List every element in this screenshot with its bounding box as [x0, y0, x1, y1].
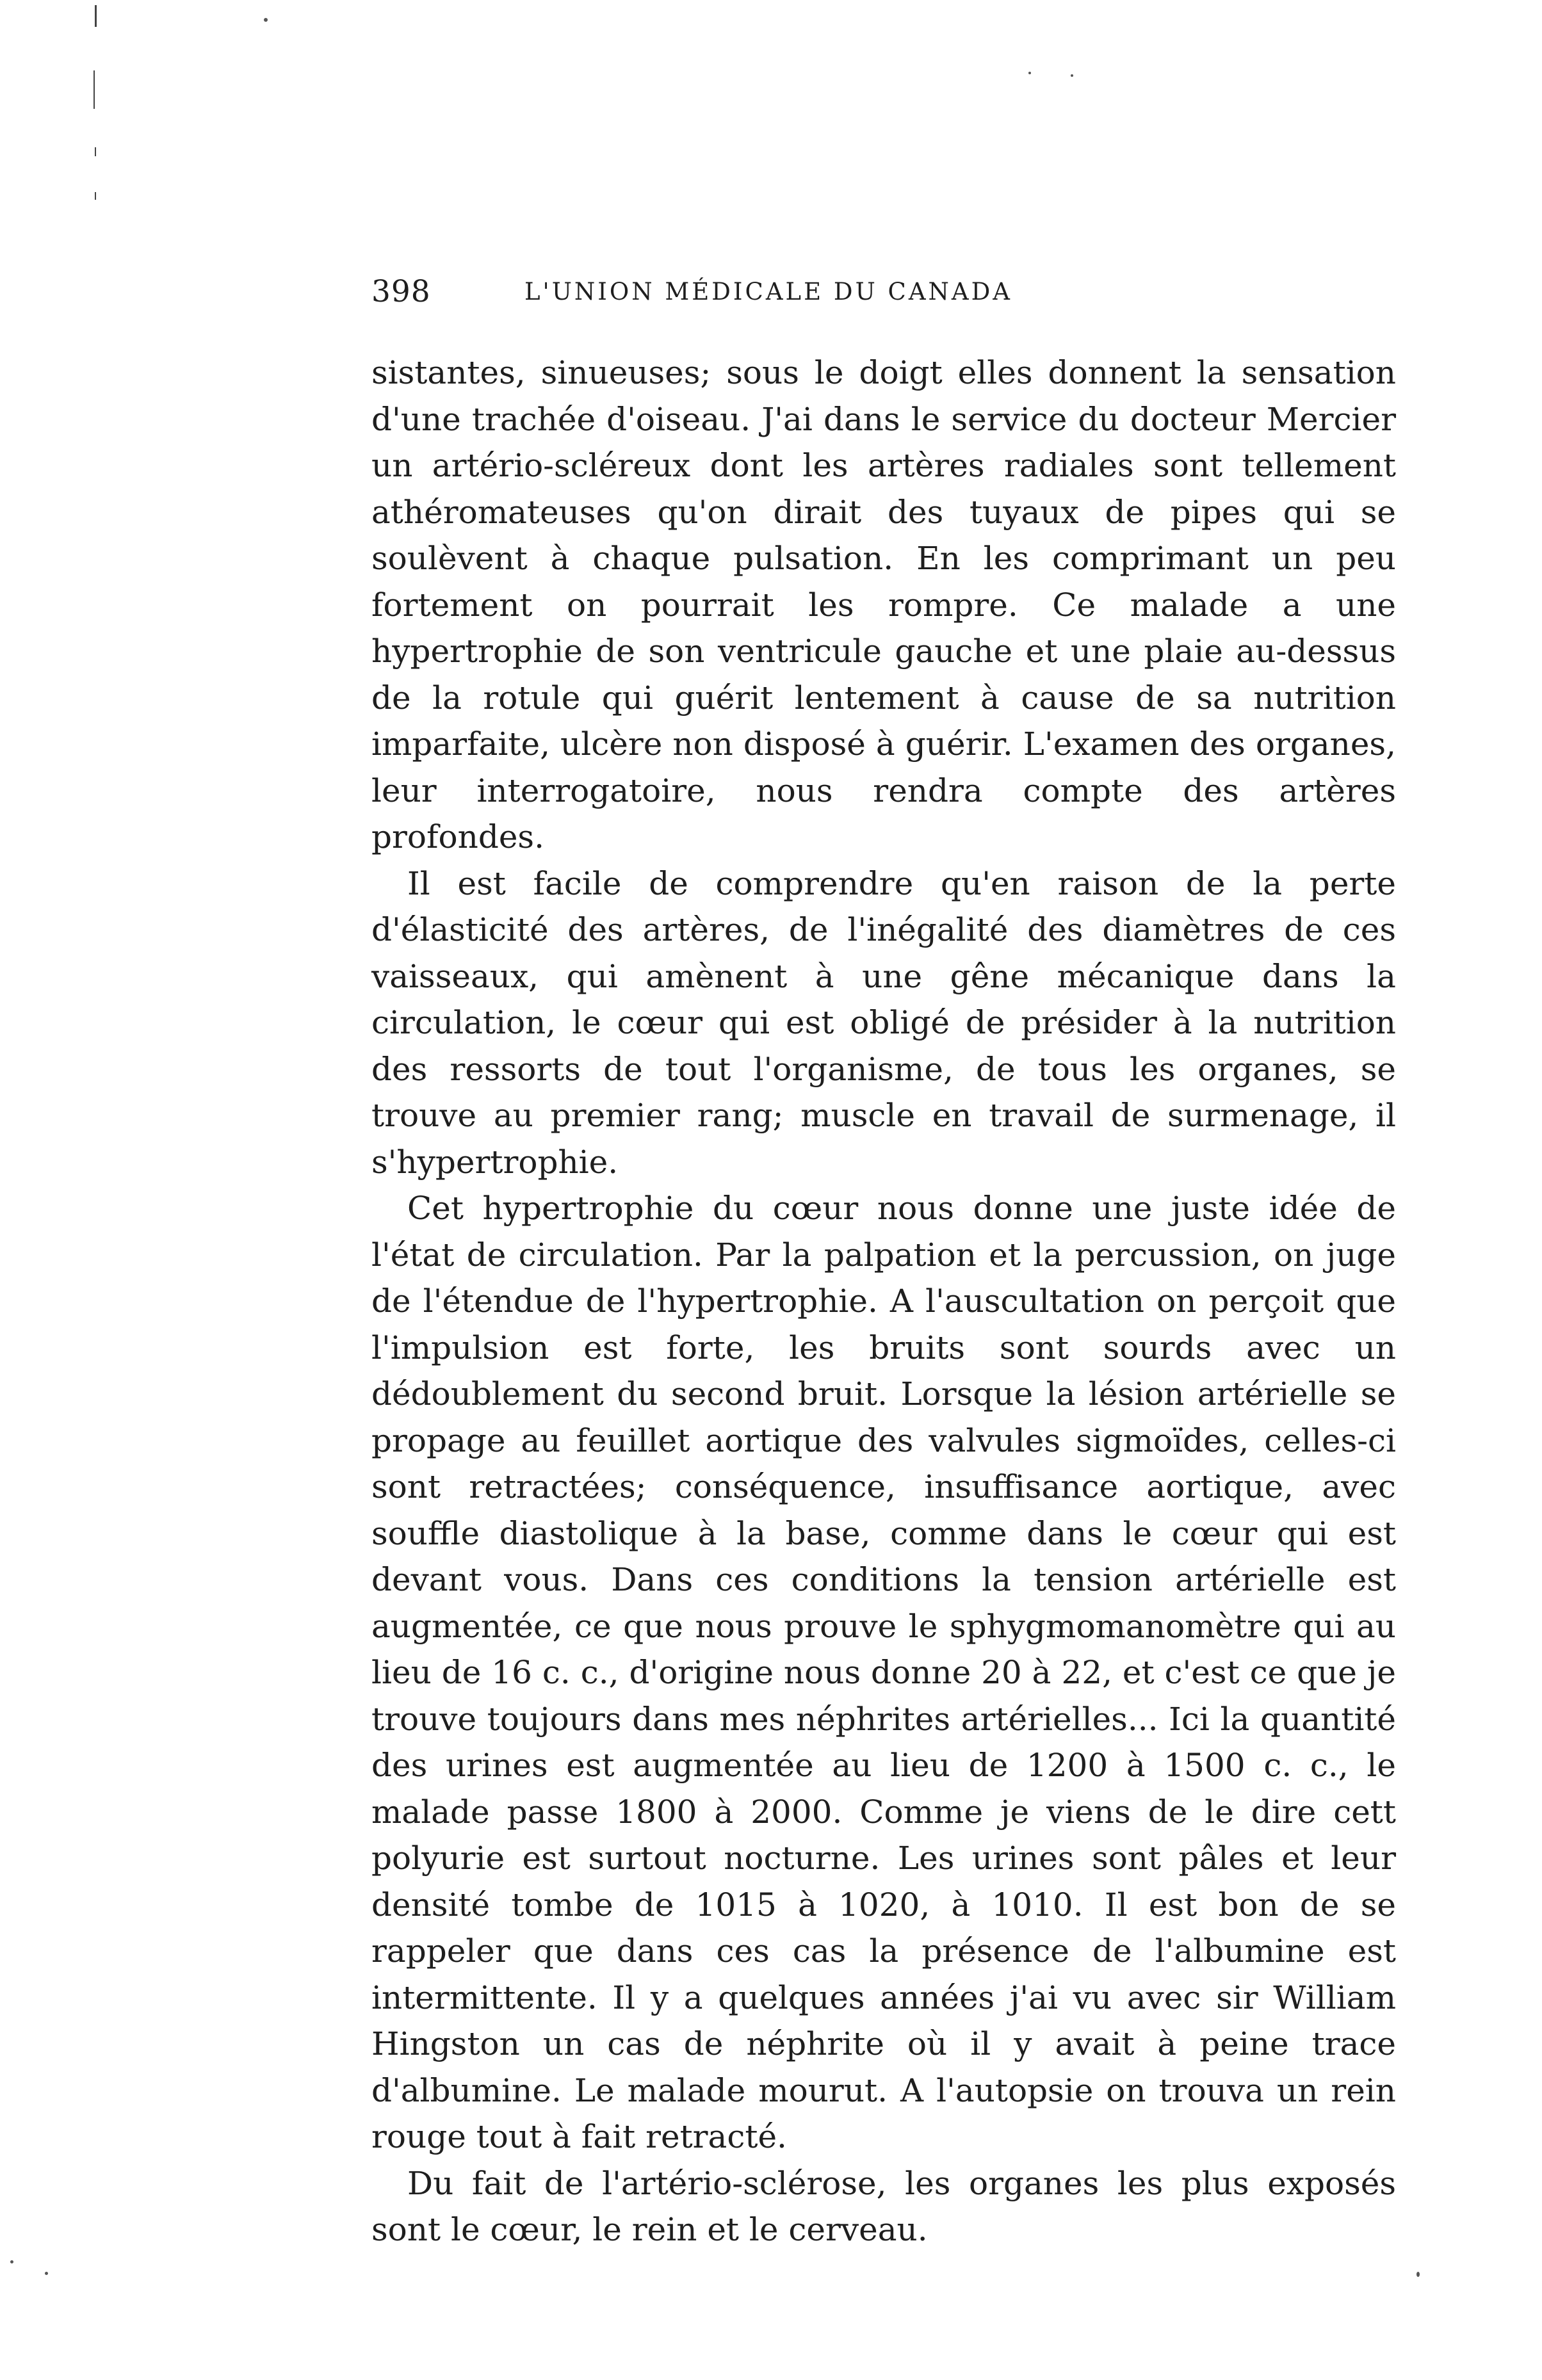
scan-speck — [10, 2260, 13, 2263]
page-number: 398 — [371, 274, 431, 309]
scan-mark — [95, 147, 96, 156]
scan-speck — [1416, 2272, 1420, 2277]
paragraph: Du fait de l'artério-sclérose, les organes les plus exposés sont le cœur, le rein et le cerveau. — [371, 2164, 1396, 2248]
scan-mark — [93, 70, 95, 109]
scan-mark — [95, 192, 96, 200]
running-title: L'UNION MÉDICALE DU CANADA — [524, 278, 1013, 305]
paragraph: Cet hypertrophie du cœur nous donne une juste idée de l'état de circulation. Par la palpation et la percussion, on juge de l'étendue de l'hypertrophie. A l'auscultation on perçoit que l'impulsion est forte, les bruits sont sourds avec un dédoublement du second bruit. Lorsque la lésion artérielle se propage au feuillet aortique des valvules sigmoïdes, celles-ci sont retractées; conséquence, insuffisance aortique, avec souffle diastolique à la base, comme dans le cœur qui est devant vous. Dans ces conditions la tension artérielle est augmentée, ce que nous prouve le sphygmomanomètre qui au lieu de 16 c. c., d'origine nous donne 20 à 22, et c'est ce que je trouve toujours dans mes néphrites artérielles... Ici la quantité des urines est augmentée au lieu de 1200 à 1500 c. c., le malade passe 1800 à 2000. Comme je viens de le dire cett polyurie est surtout nocturne. Les urines sont pâles et leur densité tombe de 1015 à 1020, à 1010. Il est bon de se rappeler que dans ces cas la présence de l'albumine est intermittente. Il y a quelques années j'ai vu avec sir William Hingston un cas de néphrite où il y avait à peine trace d'albumine. Le malade mourut. A l'autopsie on trouva un rein rouge tout à fait retracté. — [371, 1190, 1396, 2155]
scan-speck — [45, 2272, 48, 2275]
paragraph: Il est facile de comprendre qu'en raison de la perte d'élasticité des artères, de l'inégalité des diamètres de ces vaisseaux, qui amènent à une gêne mécanique dans la circulation, le cœur qui est obligé de présider à la nutrition des ressorts de tout l'organisme, de tous les organes, se trouve au premier rang; muscle en travail de surmenage, il s'hypertrophie. — [371, 864, 1396, 1181]
scan-mark — [95, 5, 97, 27]
scan-speck — [1071, 74, 1073, 77]
scan-speck — [264, 18, 268, 22]
paragraph: sistantes, sinueuses; sous le doigt elles donnent la sensation d'une trachée d'oiseau. J'ai dans le service du docteur Mercier un artério-scléreux dont les artères radiales sont tellement athéromateuses qu'on dirait des tuyaux de pipes qui se soulèvent à chaque pulsation. En les comprimant un peu fortement on pourrait les rompre. Ce malade a une hypertrophie de son ventricule gauche et une plaie au-dessus de la rotule qui guérit lentement à cause de sa nutrition imparfaite, ulcère non disposé à guérir. L'examen des organes, leur interrogatoire, nous rendra compte des artères profondes. — [371, 354, 1396, 855]
page-header — [371, 274, 1165, 319]
scan-speck — [1028, 72, 1031, 74]
body-text — [371, 350, 1396, 2253]
